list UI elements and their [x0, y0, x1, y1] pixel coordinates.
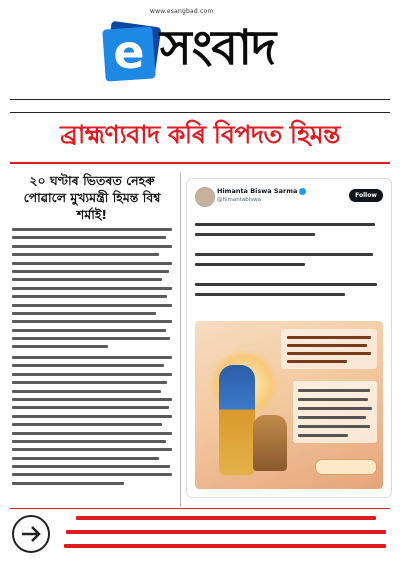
verse-box — [281, 329, 377, 369]
article-column-continued — [12, 356, 172, 490]
tweet-image[interactable] — [195, 321, 383, 489]
image-badge — [315, 459, 377, 475]
krishna-figure — [219, 365, 255, 475]
tweet-author[interactable] — [217, 187, 306, 195]
footer-quote-line — [66, 530, 386, 534]
tweet-handle[interactable]: @himantabiswa — [217, 197, 262, 203]
tweet-text-line — [195, 233, 315, 236]
footer-quote-line — [64, 544, 386, 548]
tweet-text-line — [195, 253, 373, 256]
subheadline: ২০ ঘণ্টাৰ ভিতৰত নেহৰু পোৱালে মুখ্যমন্ত্ৰী হিমন্ত বিশ্ব শৰ্মাই! — [23, 173, 161, 222]
follow-button[interactable]: Follow — [349, 189, 383, 202]
e-logo-icon — [100, 20, 162, 82]
column-divider — [180, 172, 181, 507]
verified-badge-icon — [299, 188, 306, 195]
brand-letter: e — [113, 25, 145, 79]
info-bar — [10, 99, 390, 113]
arrow-right-icon[interactable] — [12, 515, 50, 553]
tweet-author-name: Himanta Biswa Sarma — [217, 187, 298, 195]
tweet-text-line — [195, 283, 377, 286]
tweet-text-line — [195, 223, 375, 226]
headline-divider — [10, 162, 390, 164]
tweet-text-line — [195, 293, 345, 296]
article-column — [12, 228, 172, 354]
footer-quote-line — [76, 516, 376, 520]
brand-name: সংবাদ — [160, 20, 276, 76]
masthead — [0, 0, 400, 100]
arjuna-figure — [253, 415, 287, 471]
avatar[interactable] — [195, 187, 215, 207]
embedded-tweet[interactable] — [186, 178, 392, 498]
image-text-panel — [293, 381, 377, 443]
masthead-url: www.esangbad.com — [150, 8, 214, 15]
main-headline: ব্ৰাহ্মণ্যবাদ কৰি বিপদত হিমন্ত — [60, 120, 340, 149]
footer-divider — [10, 508, 390, 509]
tweet-text-line — [195, 263, 305, 266]
